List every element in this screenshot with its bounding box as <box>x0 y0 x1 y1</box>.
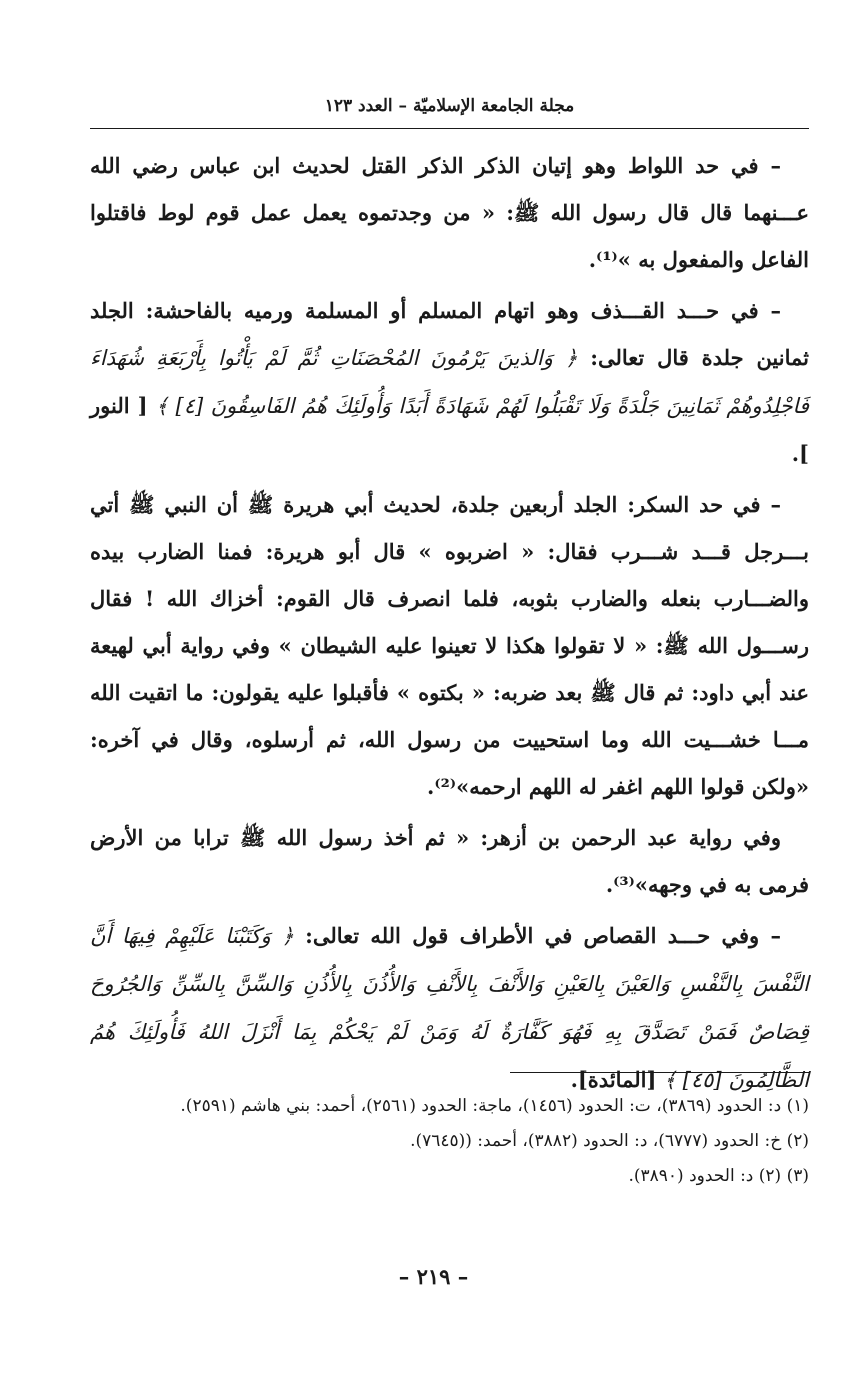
footnotes <box>90 1090 809 1195</box>
quran-ref-maidah: [المائدة]. <box>570 1067 657 1092</box>
page-number: – ٢١٩ – <box>398 1264 469 1289</box>
quran-verse-maidah: ﴿ وَكَتَبْنَا عَلَيْهِمْ فِيهَا أَنَّ النَّفْسَ بِالنَّفْسِ وَالعَيْنَ بِالعَيْنِ وَالأَنْفَ بِالأَنْفِ وَالأُذُنَ بِالأُذُنِ وَالسِّنَّ بِالسِّنِّ وَالجُرُوحَ قِصَاصٌ فَمَنْ تَصَدَّقَ بِهِ فَهُوَ كَفَّارَةٌ لَهُ وَمَنْ لَمْ يَحْكُمْ بِمَا أَنْزَلَ اللهُ فَأُولَئِكَ هُمُ الظَّالِمُونَ [٤٥] ﴾ <box>90 924 809 1092</box>
paragraph-liwat: – في حد اللواط وهو إتيان الذكر الذكر القتل لحديث ابن عباس رضي الله عـــنهما قال قال رسول الله ﷺ: « من وجدتموه يعمل عمل قوم لوط فاقتلوا الفاعل والمفعول به »⁽¹⁾. <box>90 153 809 272</box>
qadhf-intro: – في حـــد القـــذف وهو اتهام المسلم أو المسلمة ورميه بالفاحشة: الجلد ثمانين جلدة قال تعالى: <box>90 298 809 370</box>
footnote-divider <box>510 1072 810 1073</box>
quran-verse-nur: ﴿ وَالذينَ يَرْمُونَ المُحْصَنَاتِ ثُمَّ لَمْ يَأْتُوا بِأَرْبَعَةِ شُهَدَاءَ فَاجْلِدُوهُمْ ثَمَانِينَ جَلْدَةً وَلَا تَقْبَلُوا لَهُمْ شَهَادَةً أَبَدًا وَأُولَئِكَ هُمُ الفَاسِقُونَ [٤] ﴾ <box>90 346 809 418</box>
qisas-intro: – وفي حـــد القصاص في الأطراف قول الله تعالى: <box>305 923 781 948</box>
footnote-2: (٢) خ: الحدود (٦٧٧٧)، د: الحدود (٣٨٨٢)، أحمد: ((٧٦٤٥). <box>410 1131 809 1151</box>
running-header: مجلة الجامعة الإسلاميّة – العدد ١٢٣ <box>324 96 575 116</box>
paragraph-azhar: وفي رواية عبد الرحمن بن أزهر: « ثم أخذ رسول الله ﷺ ترابا من الأرض فرمى به في وجهه»⁽³⁾. <box>90 825 809 897</box>
paragraph-qadhf <box>90 287 809 477</box>
header-divider <box>90 128 809 129</box>
paragraph-sukr: – في حد السكر: الجلد أربعين جلدة، لحديث أبي هريرة ﷺ أن النبي ﷺ أتي بـــرجل قـــد شـــرب فقال: « اضربوه » قال أبو هريرة: فمنا الضارب بيده والضـــارب بنعله والضارب بثوبه، فلما انصرف قال القوم: أخزاك الله ! فقال رســـول الله ﷺ: « لا تقولوا هكذا لا تعينوا عليه الشيطان » وفي رواية أبي لهيعة عند أبي داود: ثم قال ﷺ بعد ضربه: « بكتوه » فأقبلوا عليه يقولون: ما اتقيت الله مـــا خشـــيت الله وما استحييت من رسول الله، ثم أرسلوه، وقال في آخره: «ولكن قولوا اللهم اغفر له اللهم ارحمه»⁽²⁾. <box>90 492 809 799</box>
paragraph-qisas <box>90 912 809 1104</box>
quran-ref-nur: [ النور ]. <box>90 393 809 466</box>
footnote-1: (١) د: الحدود (٣٨٦٩)، ت: الحدود (١٤٥٦)، ماجة: الحدود (٢٥٦١)، أحمد: بني هاشم (٢٥٩١). <box>180 1096 809 1116</box>
body-text <box>90 142 809 1108</box>
footnote-3: (٣) (٢) د: الحدود (٣٨٩٠). <box>628 1166 809 1186</box>
